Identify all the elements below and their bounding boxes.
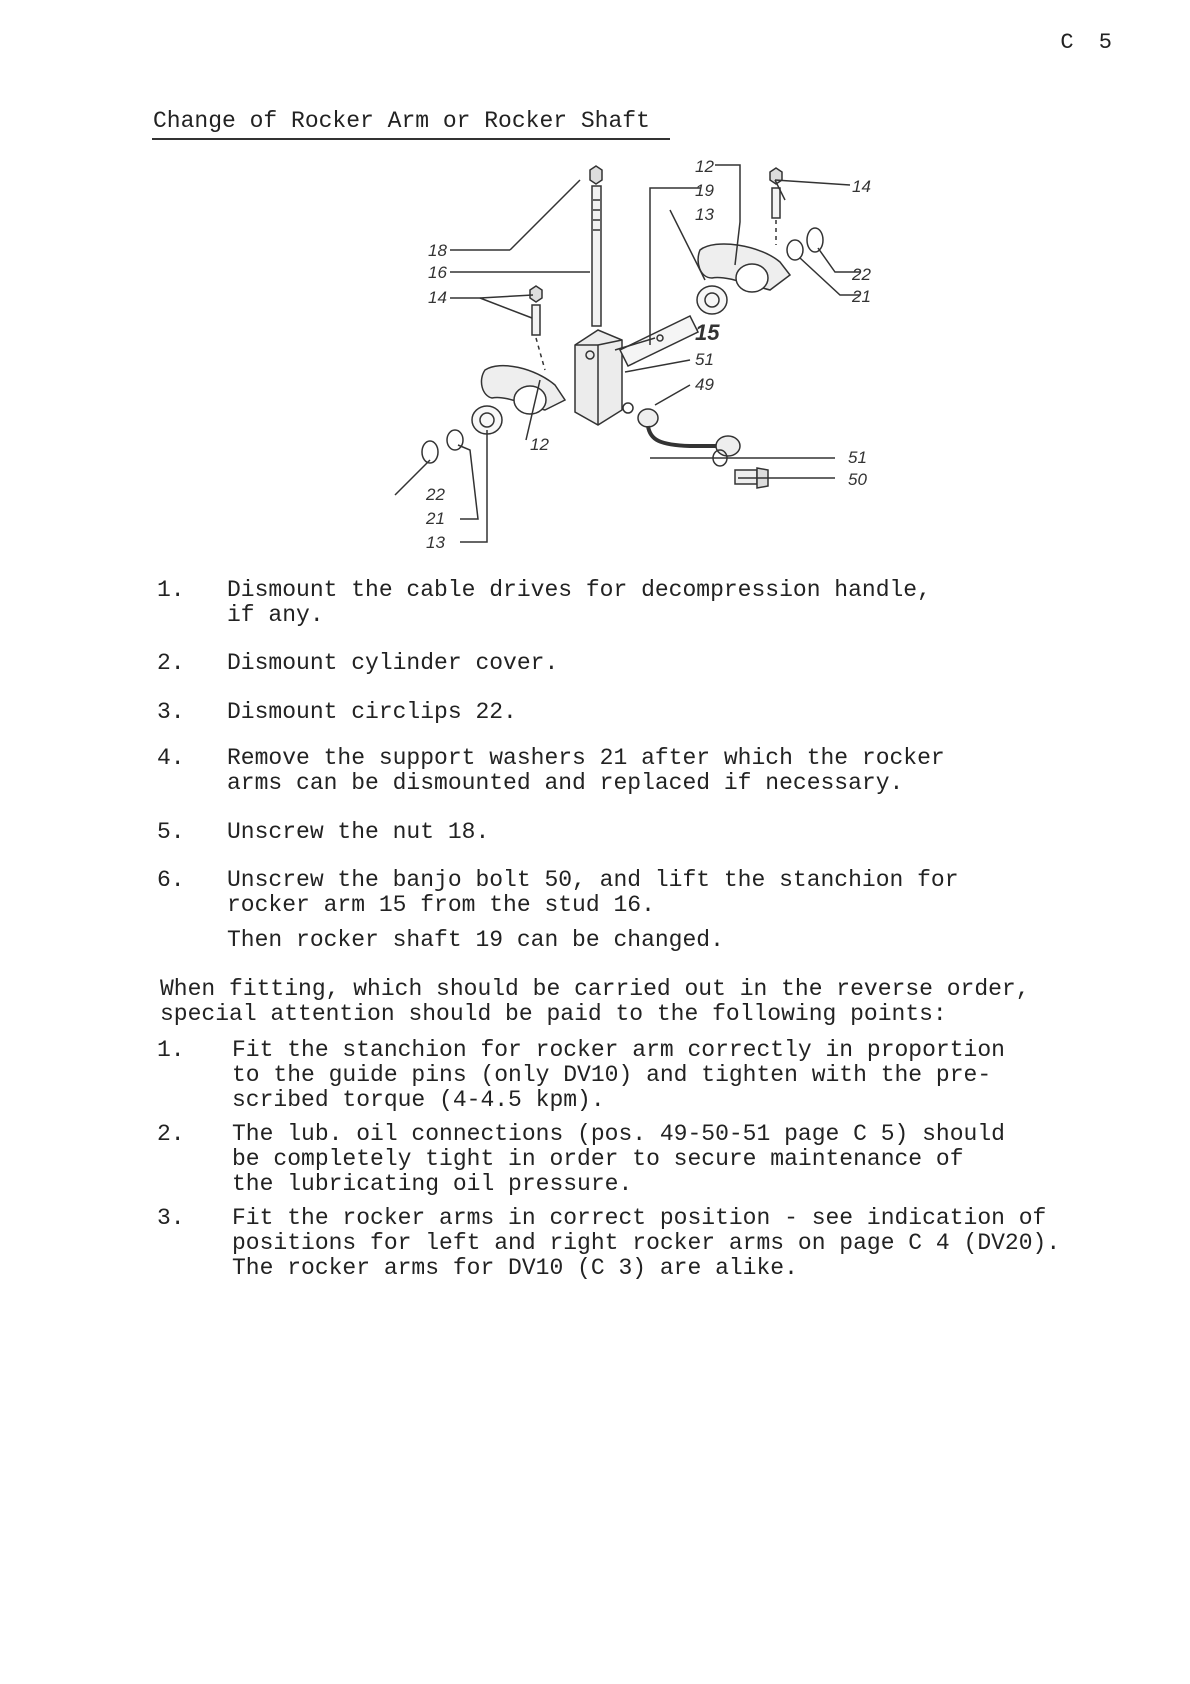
label-12b: 12 xyxy=(530,435,549,454)
banjo-bolt-50 xyxy=(735,470,757,484)
page-number: C 5 xyxy=(1060,30,1118,55)
after-note: Then rocker shaft 19 can be changed. xyxy=(227,927,724,953)
label-18: 18 xyxy=(428,241,447,260)
label-15: 15 xyxy=(695,320,720,345)
label-13b: 13 xyxy=(426,533,445,552)
label-22b: 22 xyxy=(426,485,445,504)
step-number: 2. xyxy=(157,1121,185,1147)
step-number: 4. xyxy=(157,745,185,771)
label-51b: 51 xyxy=(848,448,867,467)
step-number: 2. xyxy=(157,650,185,676)
label-21b: 21 xyxy=(426,509,445,528)
bushing-lower xyxy=(472,406,502,434)
step-number: 3. xyxy=(157,1205,185,1231)
label-12a: 12 xyxy=(695,157,714,176)
step-number: 6. xyxy=(157,867,185,893)
label-22a: 22 xyxy=(852,265,871,284)
label-14a: 14 xyxy=(852,177,871,196)
step-number: 5. xyxy=(157,819,185,845)
stud-16 xyxy=(592,186,601,326)
label-19: 19 xyxy=(695,181,714,200)
step-number: 1. xyxy=(157,1037,185,1063)
rocker-assembly-diagram xyxy=(380,150,900,555)
label-13a: 13 xyxy=(695,205,714,224)
step-text: Dismount cylinder cover. xyxy=(227,650,559,676)
label-14b: 14 xyxy=(428,288,447,307)
step-text: Dismount the cable drives for decompression handle, if any. xyxy=(227,577,931,628)
step-text: Fit the stanchion for rocker arm correctly in proportion to the guide pins (only DV10) and tighten with the pre- scribed torque (4-4.5 kpm). xyxy=(232,1037,1005,1113)
step-number: 1. xyxy=(157,577,185,603)
step-text: Unscrew the banjo bolt 50, and lift the stanchion for rocker arm 15 from the stud 16. xyxy=(227,867,959,918)
label-21a: 21 xyxy=(852,287,871,306)
step-text: Unscrew the nut 18. xyxy=(227,819,490,845)
label-16: 16 xyxy=(428,263,447,282)
page-title: Change of Rocker Arm or Rocker Shaft xyxy=(153,108,650,134)
label-50: 50 xyxy=(848,470,867,489)
step-text: The lub. oil connections (pos. 49-50-51 page C 5) should be completely tight in order to secure maintenance of the lubricating oil pressure. xyxy=(232,1121,1005,1197)
step-text: Remove the support washers 21 after which the rocker arms can be dismounted and replaced if necessary. xyxy=(227,745,945,796)
label-49: 49 xyxy=(695,375,714,394)
oil-pipe xyxy=(648,426,720,446)
step-text: Dismount circlips 22. xyxy=(227,699,517,725)
step-text: Fit the rocker arms in correct position - see indication of positions for left and right rocker arms on page C 4 (DV20). The rocker arms for DV10 (C 3) are alike. xyxy=(232,1205,1061,1281)
title-underline xyxy=(152,138,670,140)
step-number: 3. xyxy=(157,699,185,725)
bushing-upper xyxy=(697,286,727,314)
nut-18 xyxy=(590,166,602,184)
fitting-intro: When fitting, which should be carried out in the reverse order, special attention should be paid to the following points: xyxy=(160,976,1030,1027)
label-51a: 51 xyxy=(695,350,714,369)
